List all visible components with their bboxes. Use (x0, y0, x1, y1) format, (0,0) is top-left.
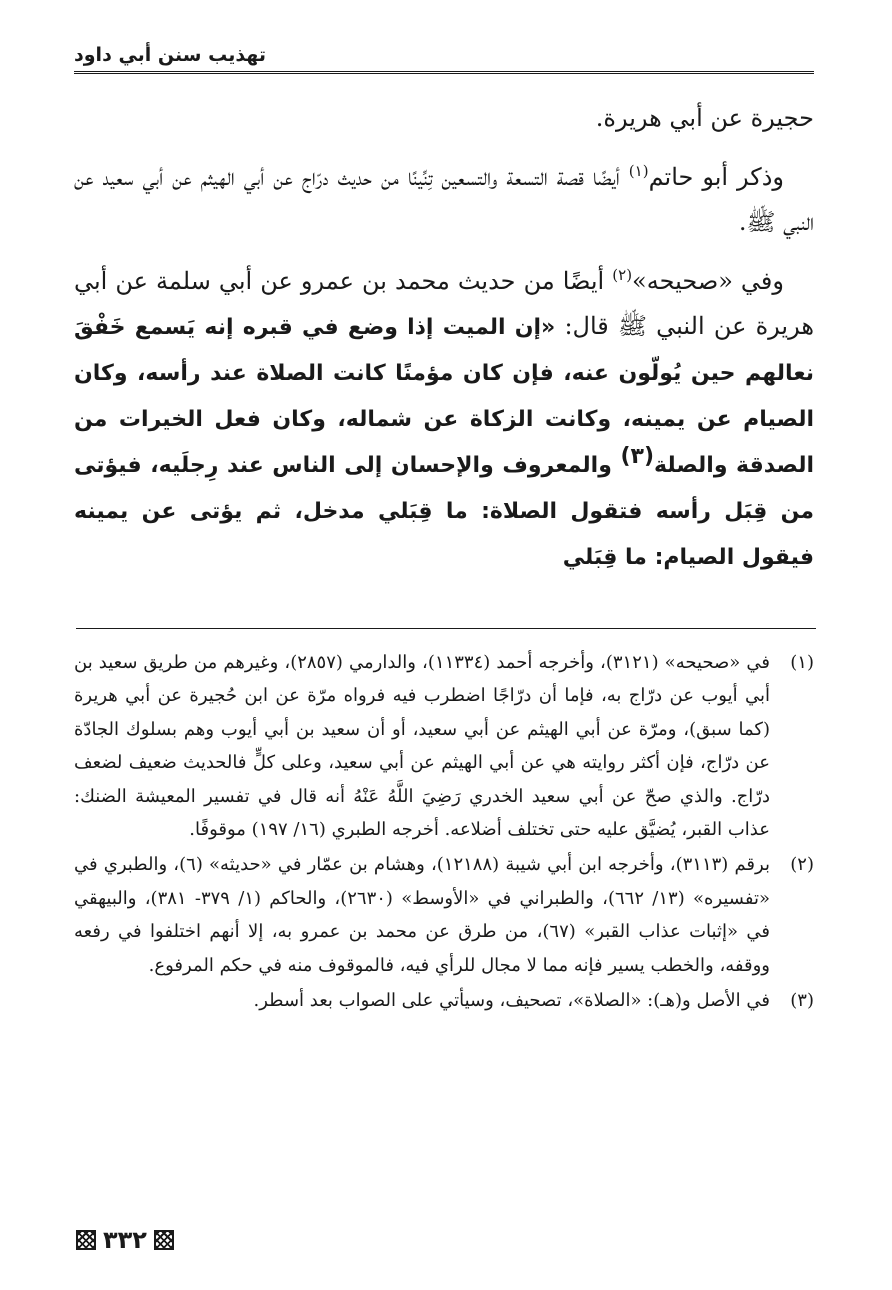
paragraph-3-text-a: وفي «صحيحه» (632, 267, 784, 295)
running-header (74, 40, 814, 74)
footnote-ref-2: (٢) (612, 266, 633, 284)
running-title: تهذيب سنن أبي داود (74, 44, 266, 66)
footnote-3 (74, 984, 814, 1017)
footnote-number: (٣) (790, 990, 814, 1012)
paragraph-2-text-a: وذكر أبو حاتم (648, 163, 784, 191)
footnote-text: برقم (٣١١٣)، وأخرجه ابن أبي شيبة (١٢١٨٨)، وهشام بن عمّار في «حديثه» (٦)، والطبري في «تفسيره» (١٣/ ٦٦٢)، والطبراني في «الأوسط» (٢٦٣٠)، والحاكم (١/ ٣٧٩- ٣٨١)، والبيهقي في «إثبات عذاب القبر» (٦٧)، من طرق عن محمد بن عمرو به، إلا أنهم اختلفوا في رفعه ووقفه، والخطب يسير فإنه مما لا مجال للرأي فيه، فالموقوف منه في حكم المرفوع. (74, 854, 770, 976)
hadith-quote-part-2: والمعروف والإحسان إلى الناس عند رِجلَيه، فيؤتى من قِبَل رأسه فتقول الصلاة: ما قِبَلي مدخل، ثم يؤتى عن يمينه فيقول الصيام: ما قِبَلي (74, 453, 814, 570)
paragraph-3 (74, 259, 814, 580)
ornament-icon (76, 1230, 96, 1250)
footnote-number: (٢) (790, 854, 814, 876)
footnote-ref-3: (٣) (620, 444, 655, 469)
footnote-number: (١) (790, 652, 814, 673)
footnote-text: في الأصل و(هـ): «الصلاة»، تصحيف، وسيأتي على الصواب بعد أسطر. (253, 990, 770, 1012)
footnote-ref-1: (١) (628, 162, 649, 180)
paragraph-1 (74, 96, 814, 141)
footnotes-list (74, 646, 814, 1017)
paragraph-2 (74, 155, 814, 245)
ornament-icon (154, 1230, 174, 1250)
paragraph-3-text-b: أيضًا من حديث محمد بن عمرو عن أبي سلمة عن أبي هريرة عن النبي ﷺ قال: (74, 267, 814, 340)
footnote-separator (76, 628, 816, 629)
footnote-1 (74, 646, 814, 846)
footnote-text: في «صحيحه» (٣١٢١)، وأخرجه أحمد (١١٣٣٤)، والدارمي (٢٨٥٧)، وغيرهم من طريق سعيد بن أبي أيوب عن درّاج به، فإما أن درّاجًا اضطرب فيه فرواه مرّة عن ابن حُجيرة عن أبي هريرة (كما سبق)، ومرّة عن أبي الهيثم عن أبي سعيد، أو أن سعيد بن أبي أيوب وهم بسلوك الجادّة عن درّاج، فإن أكثر روايته هي عن أبي الهيثم عن أبي سعيد، وعلى كلٍّ فالحديث ضعيف لضعف درّاج. والذي صحّ عن أبي سعيد الخدري رَضِيَ اللَّهُ عَنْهُ أنه قال في تفسير المعيشة الضنك: عذاب القبر، يُضيَّق عليه حتى تختلف أضلاعه. أخرجه الطبري (١٦/ ١٩٧) موقوفًا. (74, 652, 771, 841)
main-text (74, 96, 814, 580)
paragraph-2-text-b: أيضًا قصة التسعة والتسعين تِنِّينًا من حديث درّاج عن أبي الهيثم عن أبي سعيد عن النبي ﷺ. (74, 163, 814, 236)
page-number: ٣٣٢ (103, 1226, 147, 1254)
paragraph-1-text: حجيرة عن أبي هريرة. (595, 104, 814, 132)
page-footer (76, 1225, 174, 1255)
footnote-2 (74, 848, 814, 982)
hadith-quote-part-1: «إن الميت إذا وضع في قبره إنه يَسمع خَفْقَ نعالهم حين يُولّون عنه، فإن كان مؤمنًا كانت الصلاة عند رأسه، وكان الصيام عن يمينه، وكانت الزكاة عن شماله، وكان فعل الخيرات من الصدقة والصلة (74, 315, 814, 478)
